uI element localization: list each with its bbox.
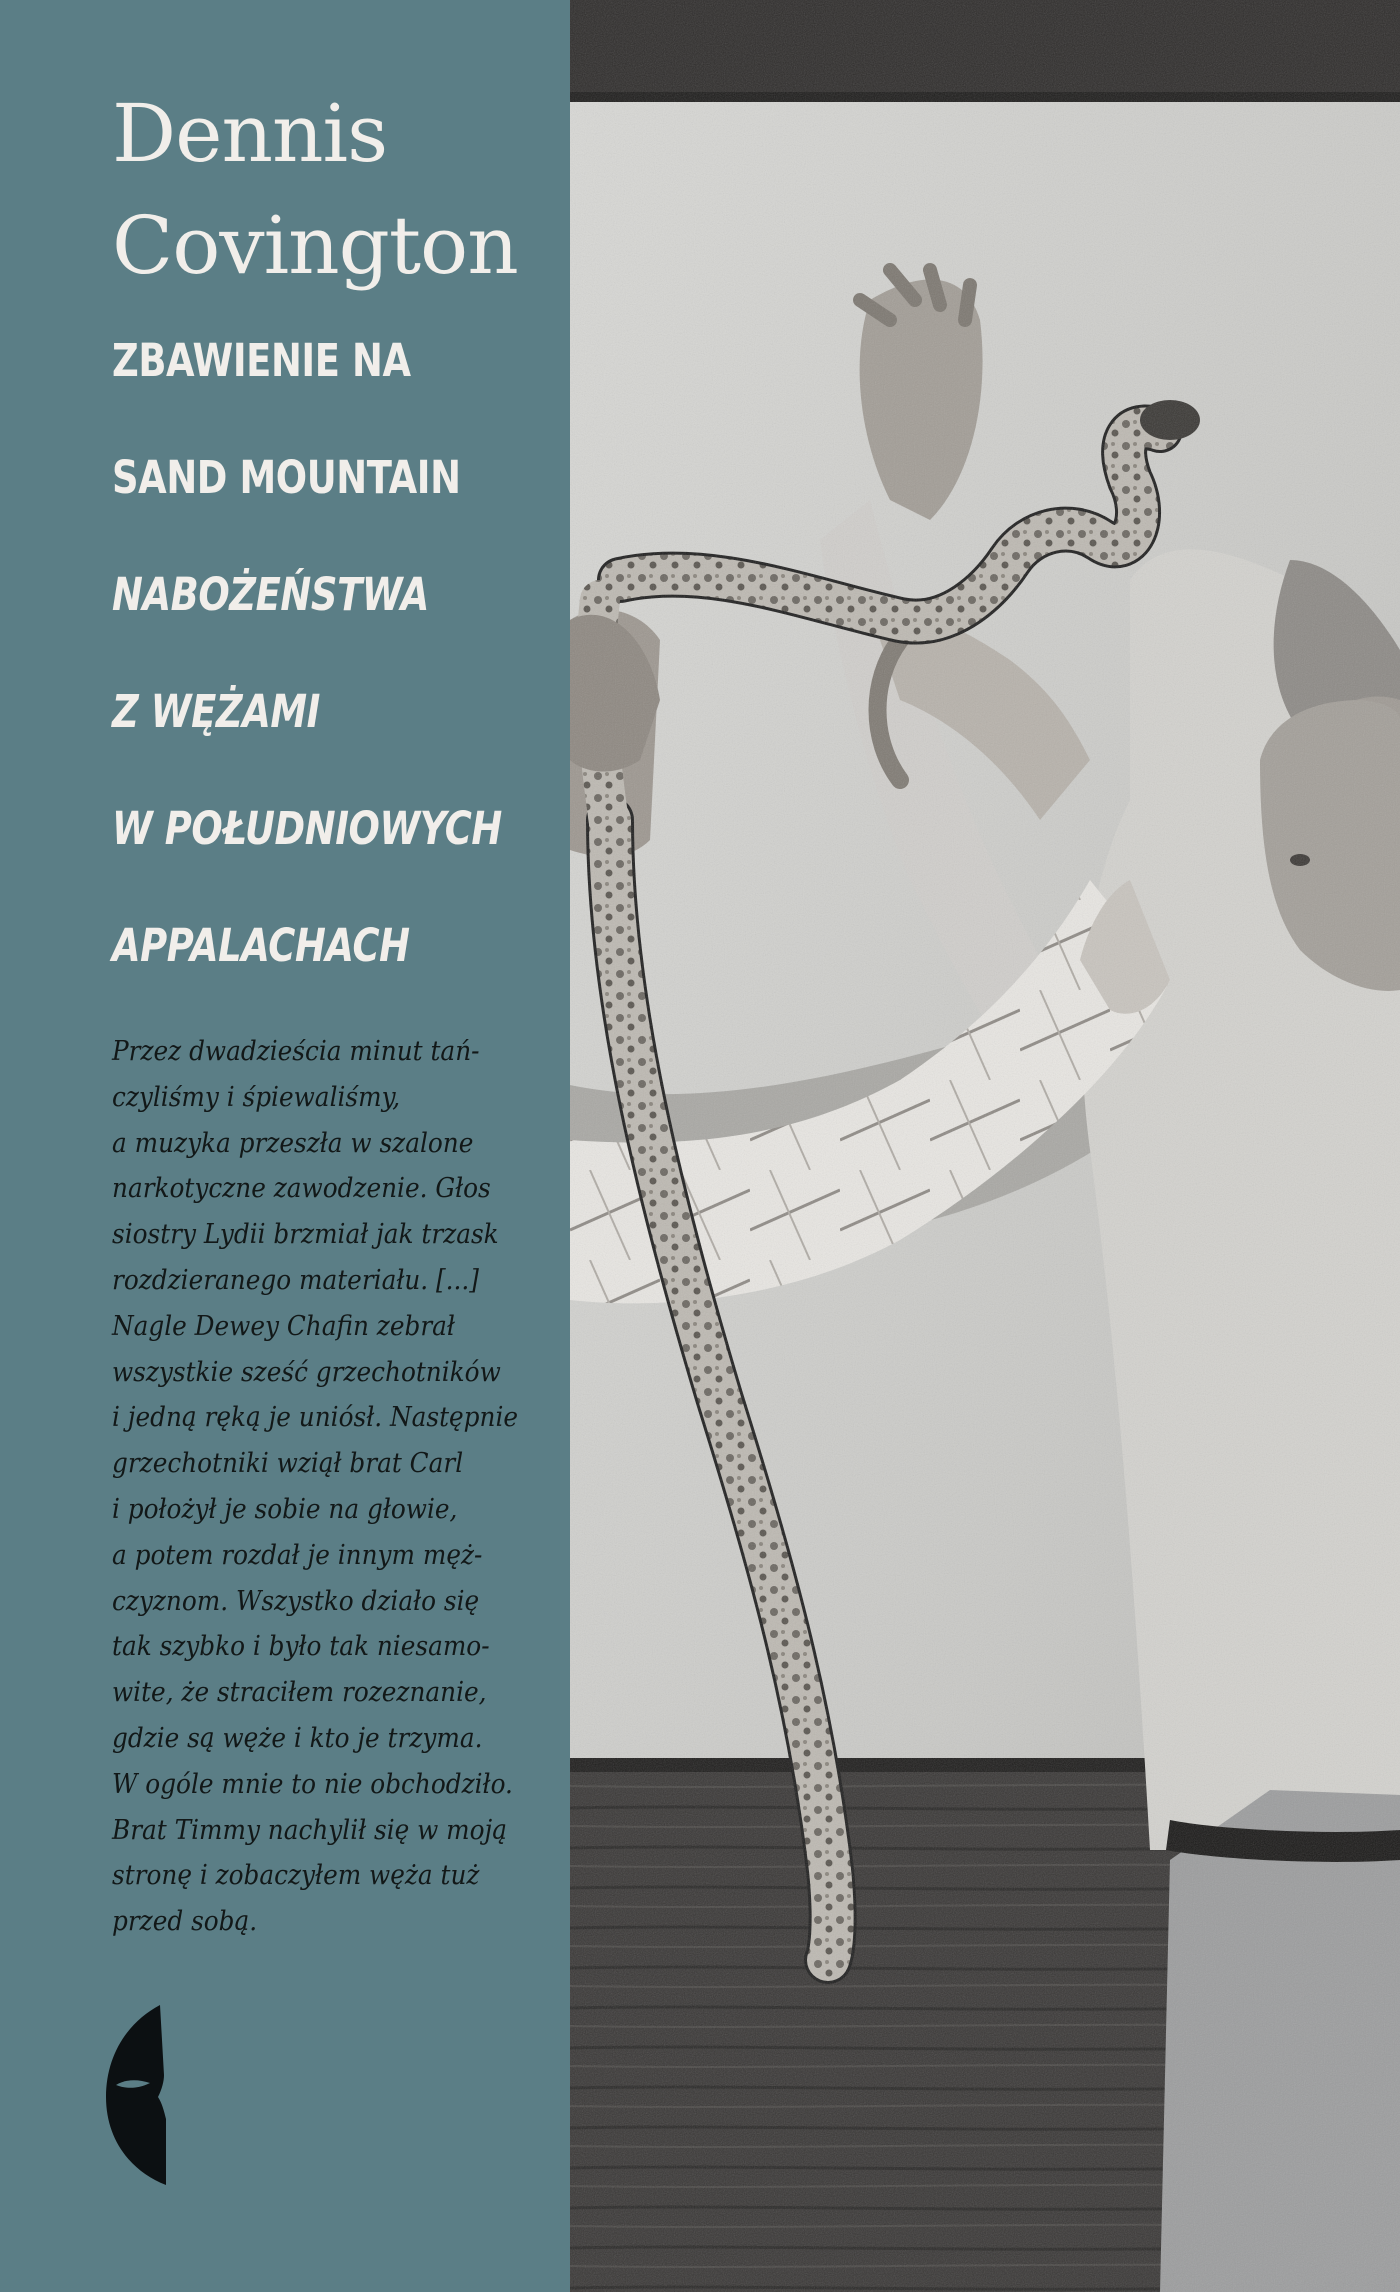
blurb-line: i jedną ręką je uniósł. Następnie xyxy=(112,1401,519,1434)
blurb-line: a potem rozdał je innym męż- xyxy=(112,1538,483,1571)
cover-text-panel xyxy=(0,0,570,2292)
author-first-name: Dennis xyxy=(112,87,388,180)
blurb-line: Brat Timmy nachylił się w moją xyxy=(112,1813,507,1846)
author-name xyxy=(112,78,518,302)
subtitle-line: Z WĘŻAMI xyxy=(112,685,320,738)
blurb-line: czyznom. Wszystko działo się xyxy=(112,1584,480,1617)
blurb-line: Przez dwadzieścia minut tań- xyxy=(112,1035,480,1067)
cover-photo xyxy=(570,0,1400,2292)
book-title xyxy=(112,302,473,536)
title-line: SAND MOUNTAIN xyxy=(112,451,461,504)
blurb-line: czyliśmy i śpiewaliśmy, xyxy=(112,1080,401,1113)
blurb-line: wszystkie sześć grzechotników xyxy=(112,1355,501,1388)
blurb-line: wite, że straciłem rozeznanie, xyxy=(112,1676,487,1709)
blurb-line: siostry Lydii brzmiał jak trzask xyxy=(112,1218,499,1251)
author-last-name: Covington xyxy=(112,199,518,292)
blurb-line: i położył je sobie na głowie, xyxy=(112,1492,458,1525)
blurb-line: grzechotniki wziął brat Carl xyxy=(112,1447,464,1480)
blurb-text xyxy=(112,1029,535,1945)
blurb-line: W ogóle mnie to nie obchodziło. xyxy=(112,1767,513,1800)
blurb-line: stronę i zobaczyłem węża tuż xyxy=(112,1859,480,1892)
blurb-line: tak szybko i było tak niesamo- xyxy=(112,1630,490,1663)
blurb-line: rozdzieranego materiału. [...] xyxy=(112,1263,479,1296)
blurb-line: Nagle Dewey Chafin zebrał xyxy=(112,1309,455,1342)
blurb-line: gdzie są węże i kto je trzyma. xyxy=(112,1721,483,1754)
blurb-line: narkotyczne zawodzenie. Głos xyxy=(112,1172,491,1205)
blurb-line: przed sobą. xyxy=(112,1905,258,1938)
blurb-line: a muzyka przeszła w szalone xyxy=(112,1126,474,1159)
subtitle-line: NABOŻEŃSTWA xyxy=(112,568,429,621)
book-subtitle xyxy=(112,536,502,1004)
subtitle-line: W POŁUDNIOWYCH xyxy=(112,802,502,855)
publisher-face-logo-icon xyxy=(106,2005,172,2185)
title-line: ZBAWIENIE NA xyxy=(112,334,411,387)
subtitle-line: APPALACHACH xyxy=(112,919,410,972)
